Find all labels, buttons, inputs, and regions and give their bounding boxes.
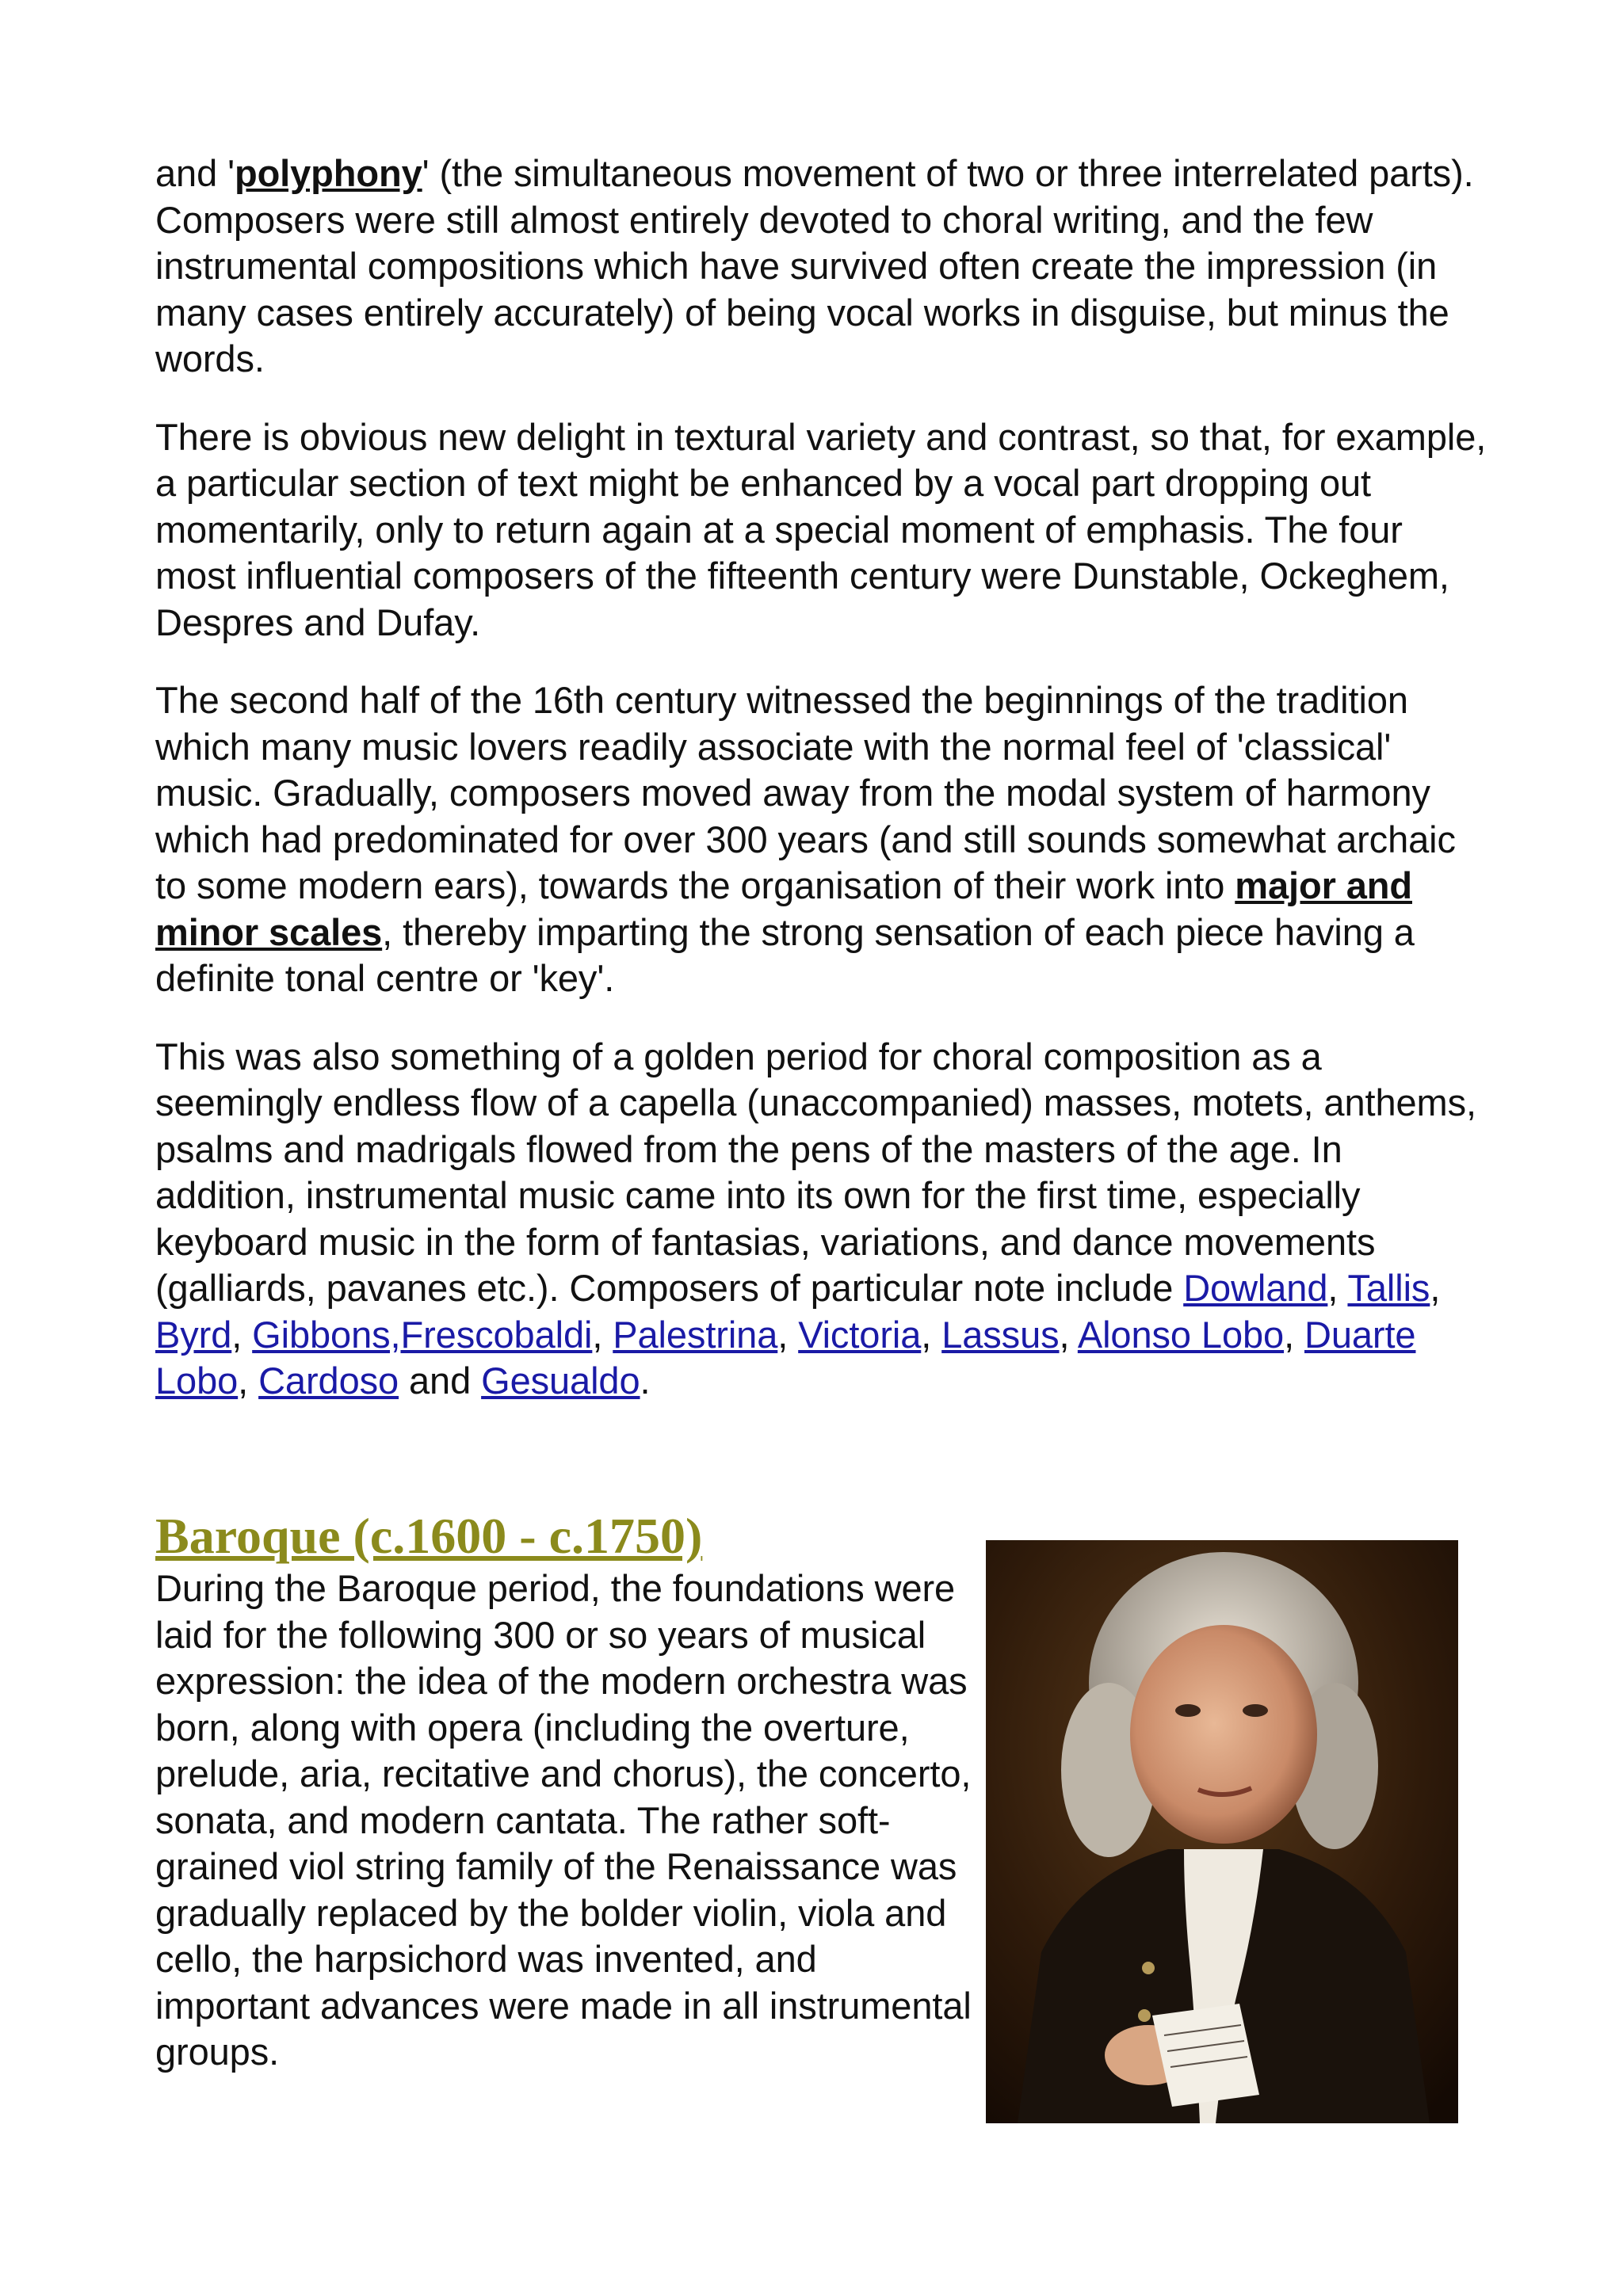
portrait-right-eye [1243,1704,1268,1717]
composer-link-frescobaldi[interactable]: Frescobaldi [400,1313,593,1356]
composer-link-byrd[interactable]: Byrd [155,1313,232,1356]
composer-link-alonso-lobo[interactable]: Alonso Lobo [1077,1313,1285,1356]
separator [399,1360,409,1402]
composer-portrait-image [986,1540,1458,2123]
composer-link-palestrina[interactable]: Palestrina [613,1313,778,1356]
polyphony-link[interactable]: polyphony [234,152,422,194]
separator: , [1059,1313,1078,1356]
text-fragment: , thereby imparting the strong sensation of each piece having a definite tonal centre or 'key'. [155,910,1415,999]
composer-link-gesualdo[interactable]: Gesualdo [481,1360,640,1402]
composer-link-duarte-lobo[interactable]: Duarte Lobo [155,1313,1416,1402]
paragraph-golden-period [155,1034,1487,1405]
portrait-face [1130,1625,1317,1844]
separator: , [1327,1267,1348,1309]
separator: , [1284,1313,1304,1356]
text-fragment: The second half of the 16th century witnessed the beginnings of the tradition which many music lovers readily associate with the normal feel of 'classical' music. Gradually, composers moved away from the modal system of harmony which had predominated for over 300 years (and still sounds somewhat archaic to some modern ears), towards the organisation of their work into [155,679,1456,906]
separator: , [1430,1267,1441,1309]
major-minor-scales-link[interactable]: major and minor scales [155,864,1412,953]
portrait-button [1142,1962,1155,1974]
separator: , [238,1360,259,1402]
composer-link-tallis[interactable]: Tallis [1347,1267,1430,1309]
composer-link-gibbons[interactable]: Gibbons, [252,1313,401,1356]
text-fragment: and ' [155,152,235,194]
baroque-heading[interactable]: Baroque (c.1600 - c.1750) [155,1508,703,1564]
composer-link-lassus[interactable]: Lassus [941,1313,1060,1356]
and-word: and [409,1360,472,1402]
composer-link-victoria[interactable]: Victoria [798,1313,922,1356]
paragraph-polyphony [155,151,1487,383]
portrait-button [1138,2009,1151,2022]
sentence-end: . [640,1360,651,1402]
portrait-left-eye [1175,1704,1201,1717]
paragraph-scales [155,677,1487,1002]
separator: , [921,1313,942,1356]
separator: , [777,1313,799,1356]
separator: , [592,1313,613,1356]
text-fragment: ' (the simultaneous movement of two or three interrelated parts). Composers were still almost entirely devoted to choral writing, and the few instrumental compositions which have survived often create the impression (in many cases entirely accurately) of being vocal works in disguise, but minus the words. [155,152,1474,379]
text-fragment: This was also something of a golden period for choral composition as a seemingly endless flow of a capella (unaccompanied) masses, motets, anthems, psalms and madrigals flowed from the pens of the masters of the age. In addition, instrumental music came into its own for the first time, especially keyboard music in the form of fantasias, variations, and dance movements (galliards, pavanes etc.). Composers of particular note include [155,1035,1476,1309]
separator: , [231,1313,253,1356]
composer-link-dowland[interactable]: Dowland [1183,1267,1328,1309]
paragraph-textural-variety: There is obvious new delight in textural variety and contrast, so that, for example, a particular section of text might be enhanced by a vocal part dropping out momentarily, only to return again at a special moment of emphasis. The four most influential composers of the fifteenth century were Dunstable, Ockeghem, Despres and Dufay. [155,415,1487,643]
article-body [155,151,1487,1436]
separator [471,1360,481,1402]
baroque-paragraph: During the Baroque period, the foundations were laid for the following 300 or so years of musical expression: the idea of the modern orchestra was born, along with opera (including the overture, prelude, aria, recitative and chorus), the concerto, sonata, and modern cantata. The rather soft-grained viol string family of the Renaissance was gradually replaced by the bolder violin, viola and cello, the harpsichord was invented, and important advances were made in all instrumental groups. [155,1567,972,2073]
composer-link-cardoso[interactable]: Cardoso [258,1360,399,1402]
